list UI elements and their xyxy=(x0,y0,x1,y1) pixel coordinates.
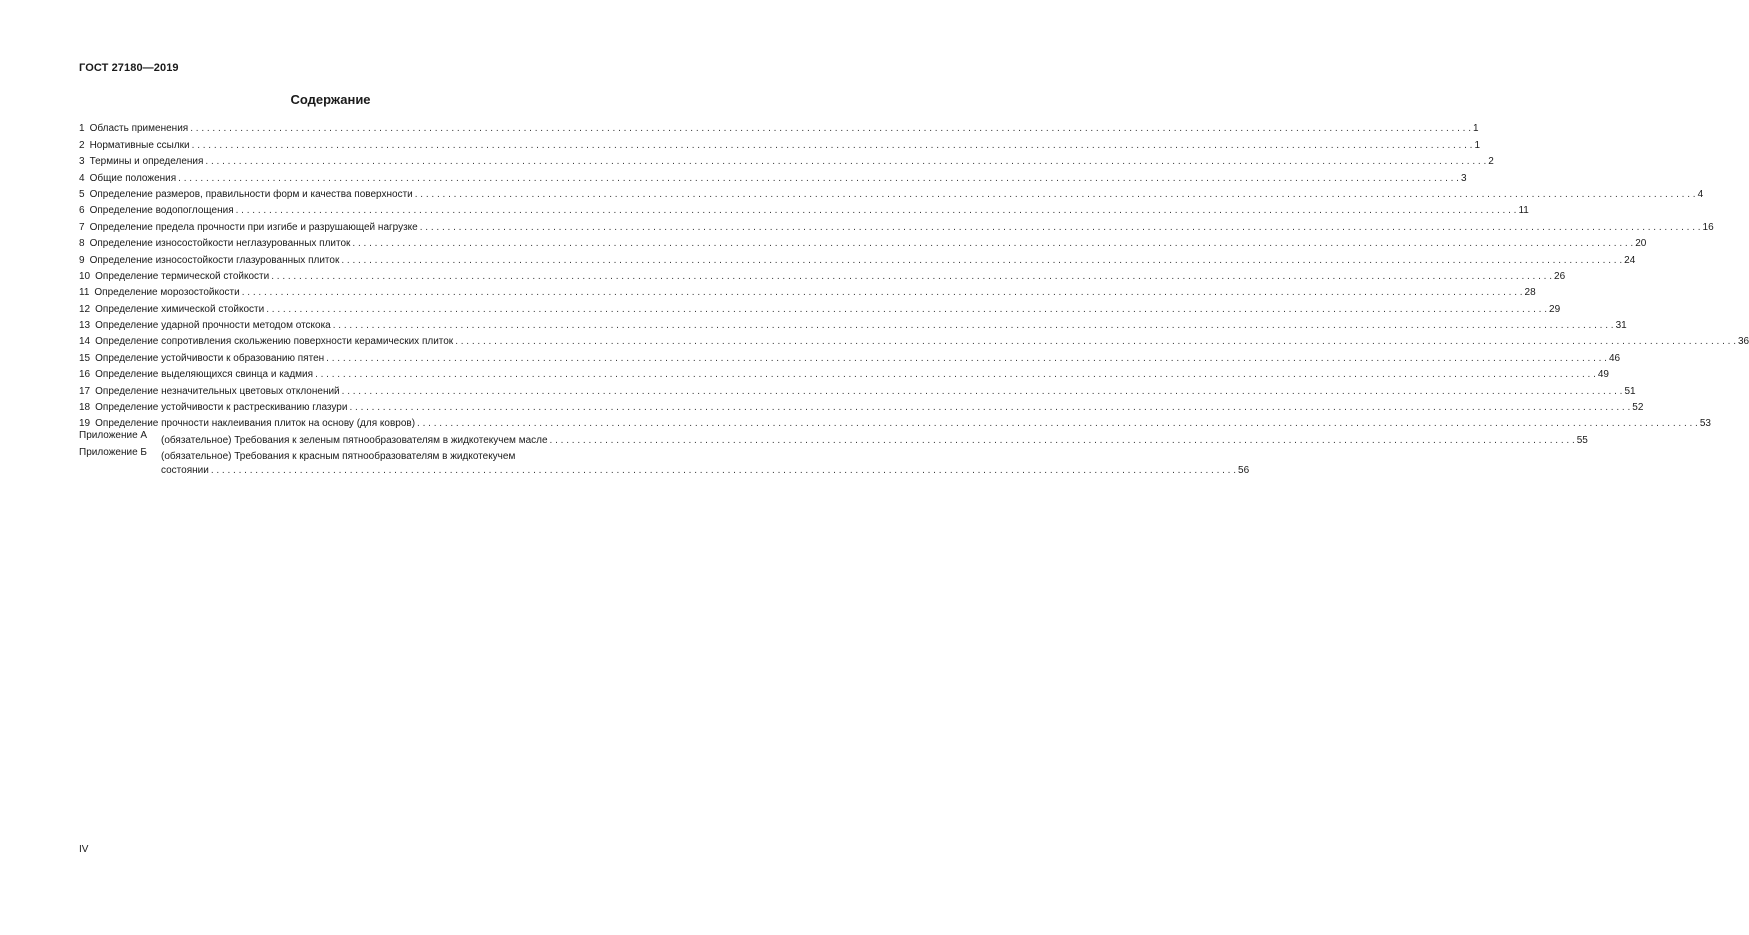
toc-entry-page: 36 xyxy=(1738,336,1749,348)
toc-entry-number: 19 xyxy=(79,418,91,430)
toc-entry-text: Определение водопоглощения xyxy=(89,205,234,217)
toc-entry-number: 18 xyxy=(79,402,91,414)
toc-entry-number: 12 xyxy=(79,303,91,315)
toc-leader-dots xyxy=(352,238,1633,250)
toc-entry[interactable] xyxy=(79,348,1621,364)
toc-entry[interactable] xyxy=(79,267,1566,283)
appendix-page: 56 xyxy=(1238,465,1250,477)
toc-entry-number: 14 xyxy=(79,336,91,348)
toc-entry-text: Определение размеров, правильности форм и качества поверхности xyxy=(89,188,413,200)
toc-entry-text: Определение предела прочности при изгибе и разрушающей нагрузке xyxy=(89,221,418,233)
toc-entry[interactable] xyxy=(79,119,1479,135)
toc-entry-page: 1 xyxy=(1474,139,1481,151)
toc-entry[interactable] xyxy=(79,135,1481,151)
appendix-body xyxy=(161,447,1249,477)
toc-entry-number: 1 xyxy=(79,123,85,135)
toc-entry[interactable] xyxy=(79,332,1749,348)
toc-entry[interactable] xyxy=(79,299,1561,315)
toc-entry-number: 2 xyxy=(79,139,85,151)
toc-entry-number: 11 xyxy=(79,287,90,299)
toc-leader-dots xyxy=(205,156,1486,168)
toc-entry-page: 26 xyxy=(1554,270,1566,282)
toc-entry[interactable] xyxy=(79,168,1467,184)
toc-entry-page: 51 xyxy=(1624,385,1636,397)
toc-entry-page: 4 xyxy=(1697,188,1704,200)
toc-entry-text: Общие положения xyxy=(89,172,177,184)
toc-leader-dots xyxy=(420,222,1701,234)
toc-leader-dots xyxy=(211,465,1236,477)
toc-entry-number: 5 xyxy=(79,188,85,200)
toc-entry-number: 16 xyxy=(79,369,91,381)
toc-entry-number: 10 xyxy=(79,270,91,282)
table-of-contents xyxy=(79,119,1749,477)
toc-leader-dots xyxy=(341,255,1622,267)
toc-entry-page: 53 xyxy=(1699,418,1711,430)
toc-entry[interactable] xyxy=(79,365,1609,381)
appendix-text: (обязательное) Требования к зеленым пятнообразователям в жидкотекучем масле xyxy=(161,434,548,446)
toc-leader-dots xyxy=(315,369,1596,381)
toc-appendix-b[interactable] xyxy=(79,446,1250,477)
toc-entry-page: 46 xyxy=(1608,352,1621,364)
toc-entry-text: Определение морозостойкости xyxy=(94,287,240,299)
toc-entry-text: Определение устойчивости к образованию пятен xyxy=(95,352,325,364)
toc-leader-dots xyxy=(333,320,1614,332)
appendix-line xyxy=(161,447,1249,463)
toc-entry[interactable] xyxy=(79,398,1644,414)
toc-entry-page: 20 xyxy=(1635,238,1647,250)
toc-entry-number: 3 xyxy=(79,156,85,168)
toc-leader-dots xyxy=(326,353,1607,365)
toc-entry[interactable] xyxy=(79,185,1704,201)
toc-entry[interactable] xyxy=(79,316,1627,332)
toc-entry-text: Определение износостойкости глазурованных плиток xyxy=(89,254,340,266)
toc-leader-dots xyxy=(242,287,1523,299)
toc-entry-text: Определение незначительных цветовых отклонений xyxy=(95,385,340,397)
toc-entry-page: 31 xyxy=(1615,320,1627,332)
appendix-label: Приложение Б xyxy=(79,446,147,458)
toc-entry-page: 24 xyxy=(1624,254,1636,266)
toc-entry[interactable] xyxy=(79,201,1529,217)
toc-leader-dots xyxy=(342,386,1623,398)
toc-entry-page: 1 xyxy=(1473,123,1479,135)
toc-entry-page: 11 xyxy=(1518,205,1529,217)
toc-entry-number: 6 xyxy=(79,205,85,217)
document-code: ГОСТ 27180—2019 xyxy=(79,62,179,74)
toc-entry-number: 4 xyxy=(79,172,85,184)
toc-entry-page: 29 xyxy=(1549,303,1561,315)
toc-entry[interactable] xyxy=(79,234,1647,250)
toc-entry[interactable] xyxy=(79,217,1714,233)
toc-entry-page: 16 xyxy=(1702,221,1714,233)
toc-entry[interactable] xyxy=(79,381,1636,397)
toc-entry-page: 52 xyxy=(1632,402,1644,414)
toc-leader-dots xyxy=(349,402,1630,414)
toc-entry[interactable] xyxy=(79,152,1494,168)
appendix-text: (обязательное) Требования к красным пятнообразователям в жидкотекучем xyxy=(161,451,516,463)
appendix-line-continued xyxy=(161,463,1249,477)
toc-leader-dots xyxy=(455,336,1736,348)
toc-leader-dots xyxy=(236,205,1517,217)
toc-leader-dots xyxy=(417,418,1698,430)
toc-leader-dots xyxy=(271,271,1552,283)
appendix-text-continued: состоянии xyxy=(161,465,209,477)
toc-entry-number: 9 xyxy=(79,254,85,266)
toc-leader-dots xyxy=(550,435,1575,447)
toc-entry[interactable] xyxy=(79,283,1536,299)
toc-list xyxy=(79,119,1749,430)
toc-entry-text: Определение термической стойкости xyxy=(95,270,270,282)
toc-entry-text: Область применения xyxy=(89,123,189,135)
toc-entry-text: Определение химической стойкости xyxy=(95,303,265,315)
toc-entry-text: Определение устойчивости к растрескиванию глазури xyxy=(95,402,348,414)
toc-entry-number: 8 xyxy=(79,238,85,250)
toc-leader-dots xyxy=(415,189,1696,201)
page-number: IV xyxy=(79,844,89,855)
toc-entry-text: Нормативные ссылки xyxy=(89,139,190,151)
appendix-line xyxy=(161,430,1588,446)
toc-appendix-a[interactable] xyxy=(79,430,1588,446)
toc-entry-text: Термины и определения xyxy=(89,156,204,168)
appendix-label: Приложение А xyxy=(79,430,148,442)
toc-entry[interactable] xyxy=(79,414,1711,430)
toc-entry-text: Определение износостойкости неглазурованных плиток xyxy=(89,238,351,250)
toc-entry[interactable] xyxy=(79,250,1636,266)
toc-entry-page: 28 xyxy=(1524,287,1536,299)
toc-entry-page: 2 xyxy=(1488,156,1494,168)
toc-entry-page: 49 xyxy=(1597,369,1609,381)
toc-leader-dots xyxy=(266,304,1547,316)
appendix-page: 55 xyxy=(1576,434,1588,446)
toc-entry-number: 15 xyxy=(79,352,91,364)
appendix-body xyxy=(161,430,1588,446)
toc-entry-text: Определение сопротивления скольжению поверхности керамических плиток xyxy=(95,336,454,348)
toc-entry-text: Определение выделяющихся свинца и кадмия xyxy=(95,369,314,381)
toc-leader-dots xyxy=(192,140,1473,152)
toc-entry-page: 3 xyxy=(1460,172,1467,184)
toc-entry-number: 7 xyxy=(79,221,85,233)
toc-entry-text: Определение ударной прочности методом отскока xyxy=(95,320,331,332)
toc-entry-number: 13 xyxy=(79,320,91,332)
toc-entry-text: Определение прочности наклеивания плиток на основу (для ковров) xyxy=(95,418,416,430)
toc-entry-number: 17 xyxy=(79,385,91,397)
toc-leader-dots xyxy=(178,173,1459,185)
toc-leader-dots xyxy=(190,123,1471,135)
page-title: Содержание xyxy=(290,92,371,107)
